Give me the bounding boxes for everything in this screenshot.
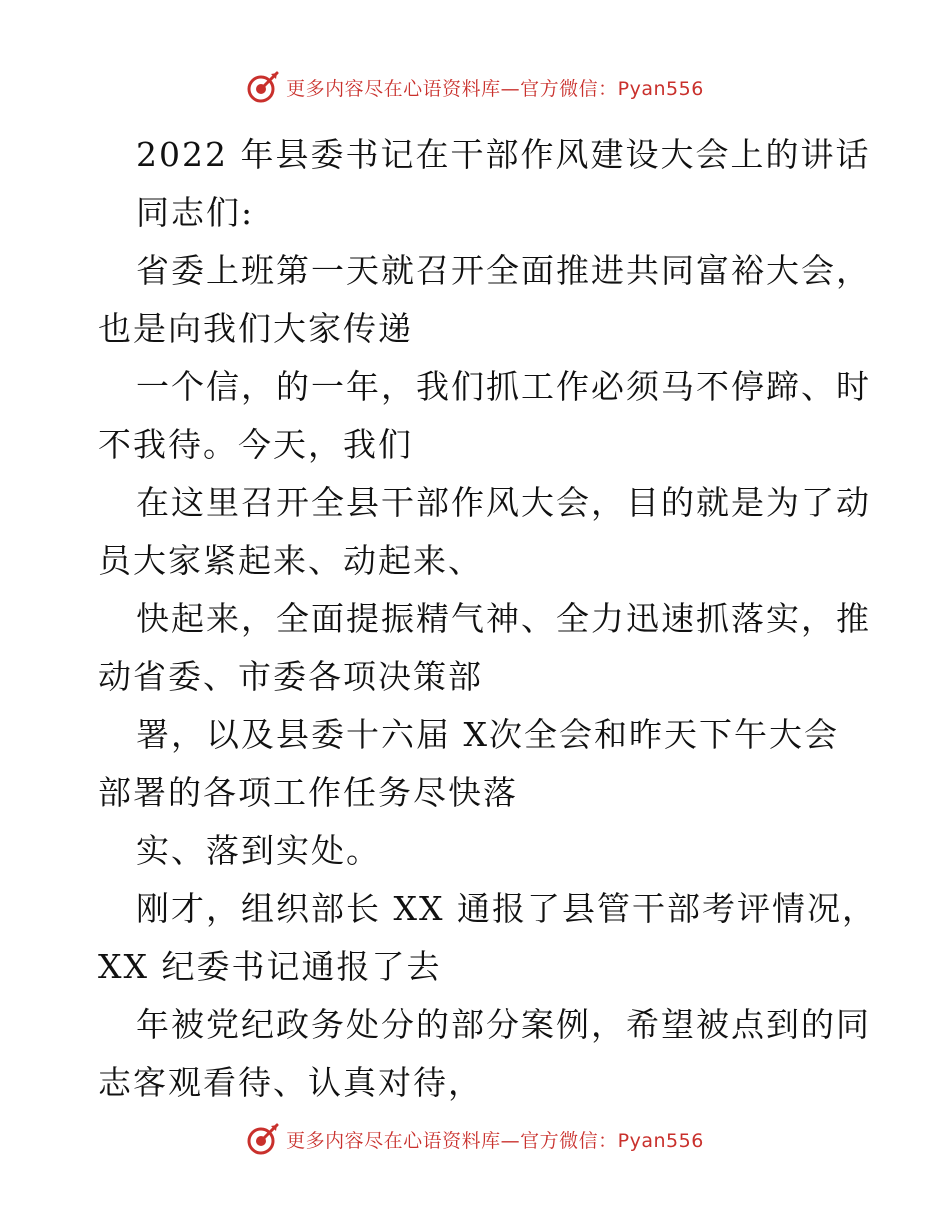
paragraph-line: 刚才，组织部长 XX 通报了县管干部考评情况， <box>136 889 877 928</box>
paragraph-line: XX 纪委书记通报了去 <box>98 947 442 986</box>
paragraph-line: 署，以及县委十六届 X次全会和昨天下午大会 <box>136 715 839 754</box>
paragraph-line: 在这里召开全县干部作风大会，目的就是为了动 <box>136 483 871 522</box>
paragraph-line: 省委上班第一天就召开全面推进共同富裕大会， <box>136 251 871 290</box>
paragraph-line: 年被党纪政务处分的部分案例，希望被点到的同 <box>136 1005 871 1044</box>
pen-logo-icon <box>246 1122 280 1156</box>
header-banner-dash: — <box>500 77 521 100</box>
paragraph-line: 同志们: <box>136 193 255 232</box>
header-banner <box>0 70 950 104</box>
paragraph-line: 员大家紧起来、动起来、 <box>98 541 483 580</box>
paragraph-line: 志客观看待、认真对待， <box>98 1063 483 1102</box>
paragraph-line: 不我待。今天，我们 <box>98 425 413 464</box>
paragraph-line: 也是向我们大家传递 <box>98 309 413 348</box>
paragraph-line: 快起来，全面提振精气神、全力迅速抓落实，推 <box>136 599 871 638</box>
paragraph-line: 实、落到实处。 <box>136 831 381 870</box>
header-banner-wechat: 官方微信：Pyan556 <box>520 77 704 100</box>
document-body <box>98 126 877 1112</box>
footer-banner-text <box>286 1126 704 1153</box>
footer-banner-wechat: 官方微信：Pyan556 <box>520 1129 704 1152</box>
header-banner-text <box>286 74 704 101</box>
footer-banner-title: 更多内容尽在心语资料库 <box>286 1129 501 1152</box>
footer-banner <box>0 1122 950 1156</box>
document-title: 2022 年县委书记在干部作风建设大会上的讲话 <box>136 135 871 174</box>
paragraph-line: 动省委、市委各项决策部 <box>98 657 483 696</box>
header-banner-title: 更多内容尽在心语资料库 <box>286 77 501 100</box>
pen-logo-icon <box>246 70 280 104</box>
footer-banner-dash: — <box>500 1129 521 1152</box>
paragraph-line: 部署的各项工作任务尽快落 <box>98 773 518 812</box>
paragraph-line: 一个信，的一年，我们抓工作必须马不停蹄、时 <box>136 367 871 406</box>
